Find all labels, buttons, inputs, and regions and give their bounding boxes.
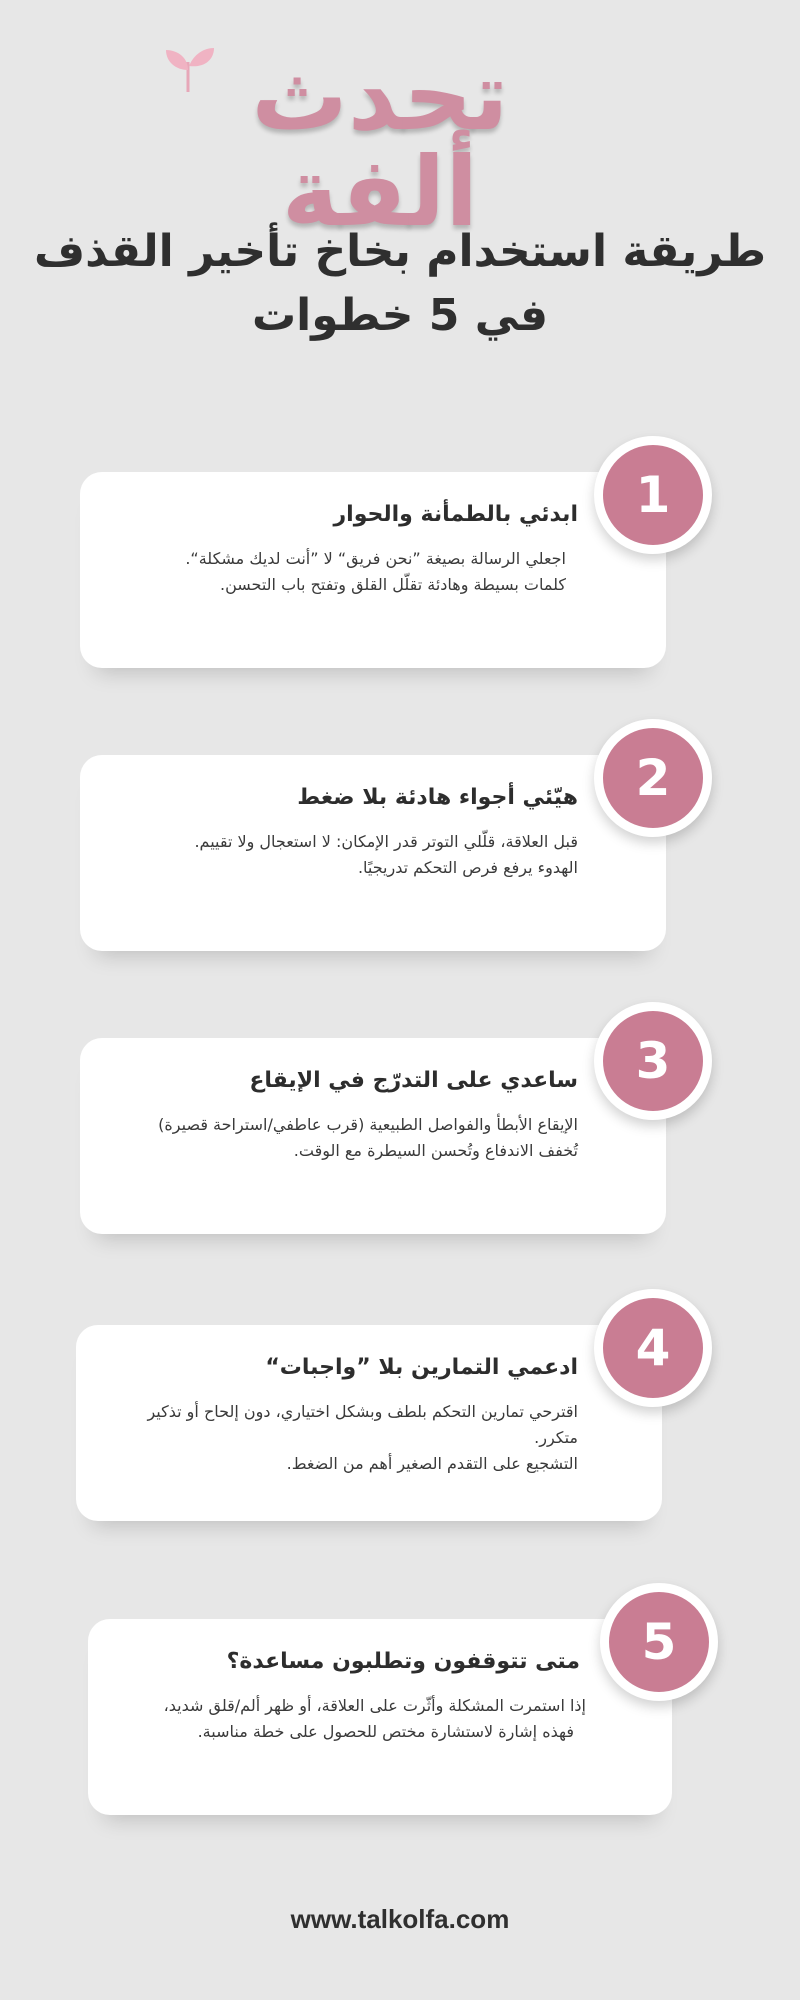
step-description	[146, 1693, 586, 1745]
step-line: التشجيع على التقدم الصغير أهم من الضغط.	[286, 1454, 578, 1473]
step-number-badge-5: 5	[600, 1583, 718, 1701]
step-title: ساعدي على التدرّج في الإيقاع	[249, 1068, 578, 1093]
step-title: ابدئي بالطمأنة والحوار	[333, 502, 578, 527]
step-number-badge-2: 2	[594, 719, 712, 837]
page-title: طريقة استخدام بخاخ تأخير القذف في 5 خطوات	[33, 226, 767, 341]
step-number-badge-4: 4	[594, 1289, 712, 1407]
step-description	[158, 1112, 578, 1164]
step-title: متى تتوقفون وتطلبون مساعدة؟	[226, 1649, 580, 1674]
step-card-4	[76, 1325, 662, 1521]
step-line: تُخفف الاندفاع وتُحسن السيطرة مع الوقت.	[293, 1141, 578, 1160]
step-description	[138, 1399, 578, 1477]
step-line: اقترحي تمارين التحكم بلطف وبشكل اختياري، دون إلحاح أو تذكير متكرر.	[142, 1402, 578, 1447]
brand-logo	[0, 28, 800, 248]
step-title: هيّئي أجواء هادئة بلا ضغط	[297, 785, 578, 810]
step-number-badge-1: 1	[594, 436, 712, 554]
step-card-1	[80, 472, 666, 668]
logo-text: تحدث ألفة	[251, 40, 509, 248]
step-line: إذا استمرت المشكلة وأثّرت على العلاقة، أو ظهر ألم/قلق شديد،	[163, 1696, 586, 1715]
step-title: ادعمي التمارين بلا ”واجبات“	[265, 1355, 578, 1380]
step-line: فهذه إشارة لاستشارة مختص للحصول على خطة مناسبة.	[197, 1722, 574, 1741]
step-card-5	[88, 1619, 672, 1815]
step-description	[138, 546, 578, 598]
website-url[interactable]: www.talkolfa.com	[290, 1904, 510, 1934]
step-card-2	[80, 755, 666, 951]
step-card-3	[80, 1038, 666, 1234]
step-line: اجعلي الرسالة بصيغة ”نحن فريق“ لا ”أنت لديك مشكلة“.	[185, 549, 566, 568]
step-line: الهدوء يرفع فرص التحكم تدريجيًا.	[357, 858, 578, 877]
step-line: كلمات بسيطة وهادئة تقلّل القلق وتفتح باب التحسن.	[219, 575, 566, 594]
step-description	[118, 829, 578, 881]
step-number-badge-3: 3	[594, 1002, 712, 1120]
step-line: قبل العلاقة، قلّلي التوتر قدر الإمكان: لا استعجال ولا تقييم.	[194, 832, 578, 851]
step-line: الإيقاع الأبطأ والفواصل الطبيعية (قرب عاطفي/استراحة قصيرة)	[158, 1115, 578, 1134]
